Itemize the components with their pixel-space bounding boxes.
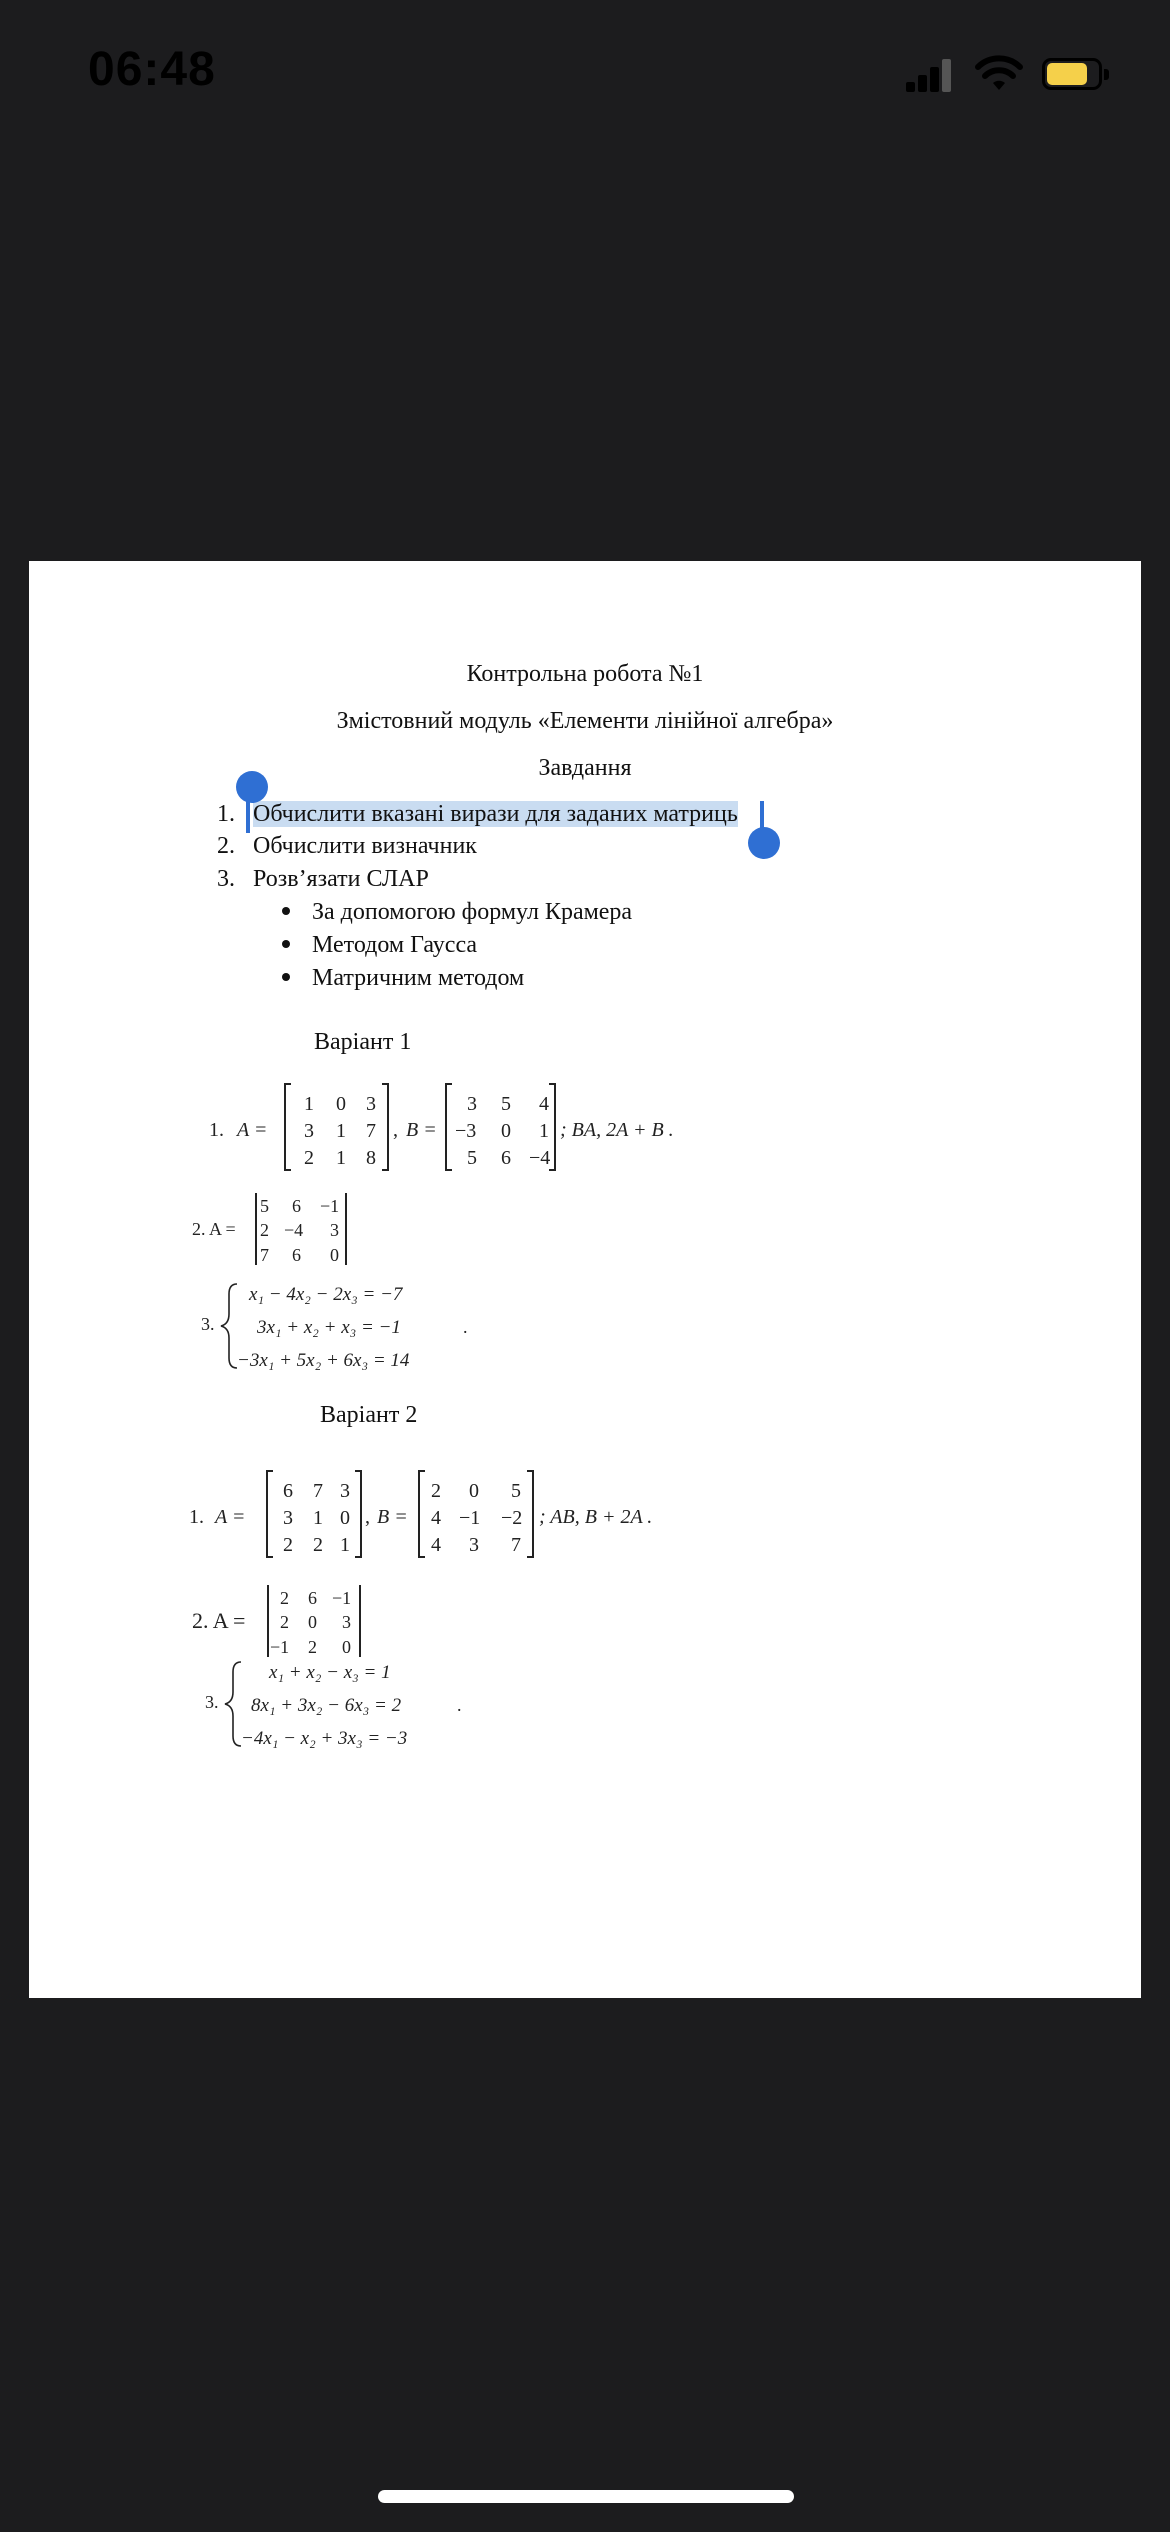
svg-text:3: 3 — [467, 1093, 477, 1115]
selected-text[interactable]: Обчислити вказані вирази для заданих матриць — [253, 801, 738, 827]
svg-text:0: 0 — [336, 1093, 346, 1115]
svg-text:0: 0 — [330, 1245, 339, 1265]
svg-text:3: 3 — [283, 1507, 293, 1529]
svg-text:; BA, 2A + B .: ; BA, 2A + B . — [560, 1119, 674, 1141]
svg-text:5: 5 — [511, 1480, 521, 1502]
svg-text:8: 8 — [366, 1147, 376, 1169]
v2-determinant — [192, 1581, 452, 1661]
svg-text:3: 3 — [330, 1220, 339, 1240]
task-number: 1. — [217, 801, 235, 827]
svg-text:7: 7 — [260, 1245, 269, 1265]
selection-start-handle[interactable] — [236, 771, 268, 803]
svg-text:−4x₁ − x₂ + 3x₃ = −3: −4x₁ − x₂ + 3x₃ = −3 — [241, 1728, 408, 1749]
svg-text:.: . — [457, 1695, 462, 1715]
svg-text:1.: 1. — [209, 1119, 224, 1141]
svg-text:.: . — [463, 1317, 468, 1337]
status-bar — [0, 0, 1170, 150]
svg-text:−4: −4 — [529, 1147, 551, 1169]
svg-text:2: 2 — [313, 1534, 323, 1556]
battery-level — [1047, 63, 1087, 85]
module-title: Змістовний модуль «Елементи лінійної алгебра» — [336, 708, 834, 734]
svg-text:1: 1 — [340, 1534, 350, 1556]
svg-text:1.: 1. — [189, 1506, 204, 1528]
svg-text:2: 2 — [260, 1220, 269, 1240]
svg-text:3: 3 — [469, 1534, 479, 1556]
svg-text:4: 4 — [431, 1534, 441, 1556]
svg-text:2. A =: 2. A = — [192, 1608, 246, 1633]
svg-text:−1: −1 — [270, 1637, 290, 1657]
task-item-2: 2. Обчислити визначник — [217, 833, 477, 859]
svg-text:7: 7 — [511, 1534, 521, 1556]
svg-text:0: 0 — [501, 1120, 511, 1142]
svg-text:6: 6 — [283, 1480, 293, 1502]
v2-system — [205, 1654, 535, 1754]
svg-text:1: 1 — [539, 1120, 549, 1142]
tasks-heading: Завдання — [538, 755, 632, 781]
svg-text:0: 0 — [308, 1612, 317, 1632]
svg-text:B =: B = — [406, 1119, 437, 1141]
svg-text:4: 4 — [539, 1093, 549, 1115]
v1-problem1 — [199, 1074, 719, 1179]
svg-text:7: 7 — [366, 1120, 376, 1142]
svg-text:,: , — [365, 1506, 370, 1528]
method-item: Матричним методом — [282, 965, 524, 992]
v1-system — [201, 1276, 531, 1376]
svg-text:B =: B = — [377, 1506, 408, 1528]
svg-text:A =: A = — [215, 1506, 246, 1528]
svg-text:2: 2 — [280, 1612, 289, 1632]
svg-text:2: 2 — [283, 1534, 293, 1556]
cellular-signal-icon — [906, 58, 952, 92]
svg-text:−1: −1 — [332, 1588, 352, 1608]
svg-text:5: 5 — [467, 1147, 477, 1169]
svg-text:0: 0 — [342, 1637, 351, 1657]
svg-text:−3x₁ + 5x₂ + 6x₃ = 14: −3x₁ + 5x₂ + 6x₃ = 14 — [237, 1350, 410, 1371]
svg-text:1: 1 — [336, 1120, 346, 1142]
document-page[interactable] — [29, 561, 1141, 1998]
selection-start-caret — [246, 801, 250, 833]
svg-text:6: 6 — [292, 1245, 301, 1265]
svg-text:,: , — [393, 1119, 398, 1141]
v1-determinant — [192, 1189, 452, 1269]
method-item: За допомогою формул Крамера — [282, 899, 632, 926]
svg-text:−1: −1 — [459, 1507, 481, 1529]
svg-text:1: 1 — [304, 1093, 314, 1115]
svg-text:x₁ + x₂ − x₃ = 1: x₁ + x₂ − x₃ = 1 — [269, 1662, 391, 1683]
svg-text:6: 6 — [308, 1588, 317, 1608]
svg-text:−4: −4 — [284, 1220, 304, 1240]
svg-text:2: 2 — [431, 1480, 441, 1502]
svg-text:x₁ − 4x₂ − 2x₃ = −7: x₁ − 4x₂ − 2x₃ = −7 — [249, 1284, 403, 1305]
battery-icon — [1042, 58, 1110, 92]
svg-text:3.: 3. — [201, 1314, 215, 1334]
selection-end-handle[interactable] — [748, 827, 780, 859]
home-indicator[interactable] — [378, 2490, 794, 2503]
svg-text:; AB, B + 2A .: ; AB, B + 2A . — [539, 1506, 653, 1528]
svg-text:8x₁ + 3x₂ − 6x₃ = 2: 8x₁ + 3x₂ − 6x₃ = 2 — [251, 1695, 402, 1716]
svg-text:0: 0 — [340, 1507, 350, 1529]
svg-text:3: 3 — [342, 1612, 351, 1632]
svg-text:1: 1 — [336, 1147, 346, 1169]
svg-text:3: 3 — [304, 1120, 314, 1142]
svg-text:−1: −1 — [320, 1196, 340, 1216]
svg-text:5: 5 — [501, 1093, 511, 1115]
document-title: Контрольна робота №1 — [466, 661, 704, 687]
task-item-1[interactable] — [217, 801, 738, 828]
svg-text:7: 7 — [313, 1480, 323, 1502]
svg-text:3.: 3. — [205, 1692, 219, 1712]
svg-text:3: 3 — [340, 1480, 350, 1502]
svg-text:6: 6 — [292, 1196, 301, 1216]
svg-text:4: 4 — [431, 1507, 441, 1529]
svg-text:3: 3 — [366, 1093, 376, 1115]
svg-text:−3: −3 — [455, 1120, 477, 1142]
svg-text:0: 0 — [469, 1480, 479, 1502]
status-time: 06:48 — [88, 43, 216, 96]
method-item: Методом Гаусса — [282, 932, 477, 959]
svg-text:2: 2 — [304, 1147, 314, 1169]
wifi-icon — [974, 54, 1024, 92]
svg-text:5: 5 — [260, 1196, 269, 1216]
svg-text:A =: A = — [237, 1119, 268, 1141]
svg-text:2. A =: 2. A = — [192, 1219, 236, 1239]
svg-text:1: 1 — [313, 1507, 323, 1529]
task-item-3: 3. Розв’язати СЛАР — [217, 866, 429, 892]
v2-problem1 — [189, 1461, 709, 1566]
svg-text:−2: −2 — [501, 1507, 523, 1529]
svg-text:6: 6 — [501, 1147, 511, 1169]
svg-text:2: 2 — [308, 1637, 317, 1657]
variant-1-label: Варіант 1 — [314, 1029, 412, 1055]
svg-text:2: 2 — [280, 1588, 289, 1608]
svg-text:3x₁ + x₂ + x₃ = −1: 3x₁ + x₂ + x₃ = −1 — [257, 1317, 401, 1338]
variant-2-label: Варіант 2 — [320, 1402, 418, 1428]
